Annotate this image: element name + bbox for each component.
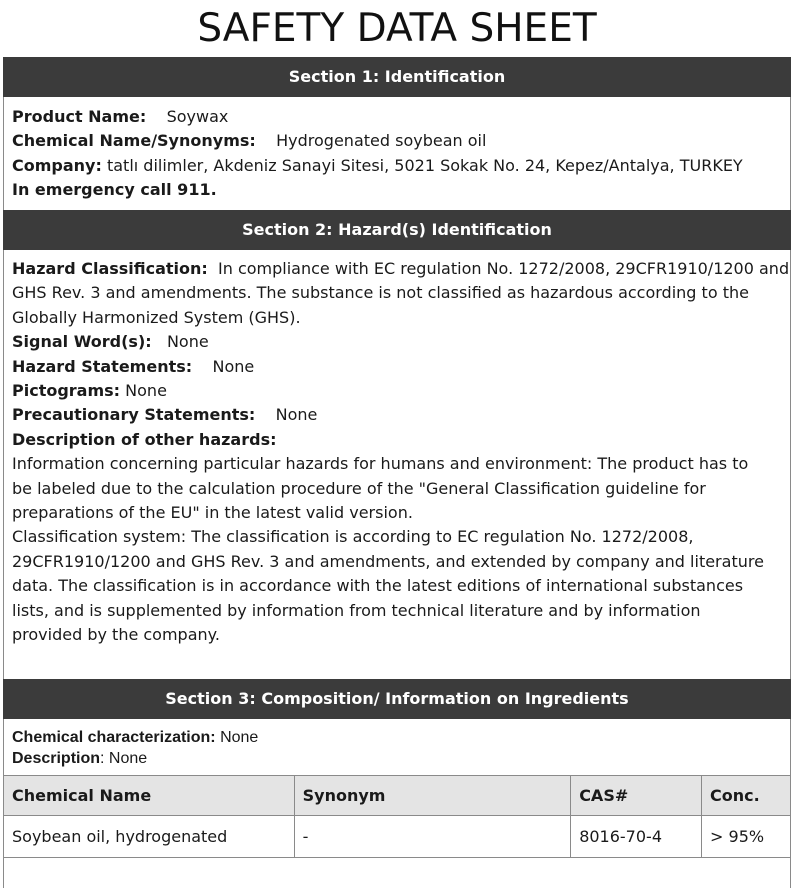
table-row-empty xyxy=(4,858,791,888)
hazard-classification-line-3: Globally Harmonized System (GHS). xyxy=(12,307,301,327)
section-3-header: Section 3: Composition/ Information on Ingredients xyxy=(3,679,791,719)
characterization-value: None xyxy=(220,729,259,746)
product-name-value: Soywax xyxy=(166,107,229,126)
pictograms-row xyxy=(12,379,784,403)
other-hazards-line: preparations of the EU" in the latest valid version. xyxy=(12,503,413,523)
other-hazards-label: Description of other hazards: xyxy=(12,429,277,449)
cell-concentration: > 95% xyxy=(702,816,791,858)
other-hazards-line: provided by the company. xyxy=(12,625,220,645)
other-hazards-line: lists, and is supplemented by information from technical literature and by information xyxy=(12,600,701,620)
hazard-statements-row xyxy=(12,355,784,379)
column-header-synonym: Synonym xyxy=(294,776,571,816)
cell-cas: 8016-70-4 xyxy=(571,816,702,858)
company-row xyxy=(12,154,784,178)
other-hazards-line: be labeled due to the calculation procedure of the "General Classification guideline for xyxy=(12,478,706,498)
precautionary-statements-label: Precautionary Statements: xyxy=(12,405,256,425)
empty-cell xyxy=(4,858,791,888)
pictograms-value: None xyxy=(125,381,167,401)
product-name-row xyxy=(12,105,784,129)
column-header-chemical-name: Chemical Name xyxy=(4,776,295,816)
chemical-name-label: Chemical Name/Synonyms: xyxy=(12,131,256,151)
pictograms-label: Pictograms: xyxy=(12,381,121,401)
section-1-body xyxy=(12,105,784,203)
precautionary-statements-value: None xyxy=(275,405,318,425)
other-hazards-line: data. The classification is in accordance with the latest editions of international substances xyxy=(12,576,744,596)
column-header-concentration: Conc. xyxy=(702,776,791,816)
other-hazards-line: Information concerning particular hazards for humans and environment: The product has to xyxy=(12,454,749,474)
emergency-line: In emergency call 911. xyxy=(12,180,217,200)
product-name-label: Product Name: xyxy=(12,107,147,126)
signal-word-row xyxy=(12,330,784,354)
other-hazards-line: 29CFR1910/1200 and GHS Rev. 3 and amendments, and extended by company and literature xyxy=(12,551,764,571)
hazard-classification-label: Hazard Classification: xyxy=(12,259,208,278)
cell-chemical-name: Soybean oil, hydrogenated xyxy=(4,816,295,858)
description-row xyxy=(12,748,258,769)
hazard-classification-row xyxy=(12,257,790,281)
section-3-intro xyxy=(12,727,258,769)
chemical-name-row xyxy=(12,129,784,153)
column-header-cas: CAS# xyxy=(571,776,702,816)
hazard-statements-value: None xyxy=(212,356,255,376)
description-value: : None xyxy=(100,750,148,767)
other-hazards-line: Classification system: The classification is according to EC regulation No. 1272/2008, xyxy=(12,527,694,547)
hazard-classification-line-2: GHS Rev. 3 and amendments. The substance is not classified as hazardous according to the xyxy=(12,283,749,303)
table-header-row xyxy=(4,776,791,816)
section-2-body xyxy=(12,257,790,648)
section-2-header: Section 2: Hazard(s) Identification xyxy=(3,210,791,250)
cell-synonym: - xyxy=(294,816,571,858)
characterization-label: Chemical characterization: xyxy=(12,729,216,746)
precautionary-statements-row xyxy=(12,403,784,427)
characterization-row xyxy=(12,727,258,748)
ingredients-table xyxy=(3,775,791,888)
description-label: Description xyxy=(12,750,101,767)
hazard-classification-line-1: In compliance with EC regulation No. 1272/2008, 29CFR1910/1200 and xyxy=(218,259,790,278)
table-row xyxy=(4,816,791,858)
company-label: Company: xyxy=(12,155,102,175)
section-1-header: Section 1: Identification xyxy=(3,57,791,97)
signal-word-value: None xyxy=(166,332,209,352)
company-value: tatlı dilimler, Akdeniz Sanayi Sitesi, 5021 Sokak No. 24, Kepez/Antalya, TURKEY xyxy=(106,155,743,175)
chemical-name-value: Hydrogenated soybean oil xyxy=(276,131,487,151)
signal-word-label: Signal Word(s): xyxy=(12,332,152,352)
document-title: SAFETY DATA SHEET xyxy=(197,6,597,51)
hazard-statements-label: Hazard Statements: xyxy=(12,356,193,376)
